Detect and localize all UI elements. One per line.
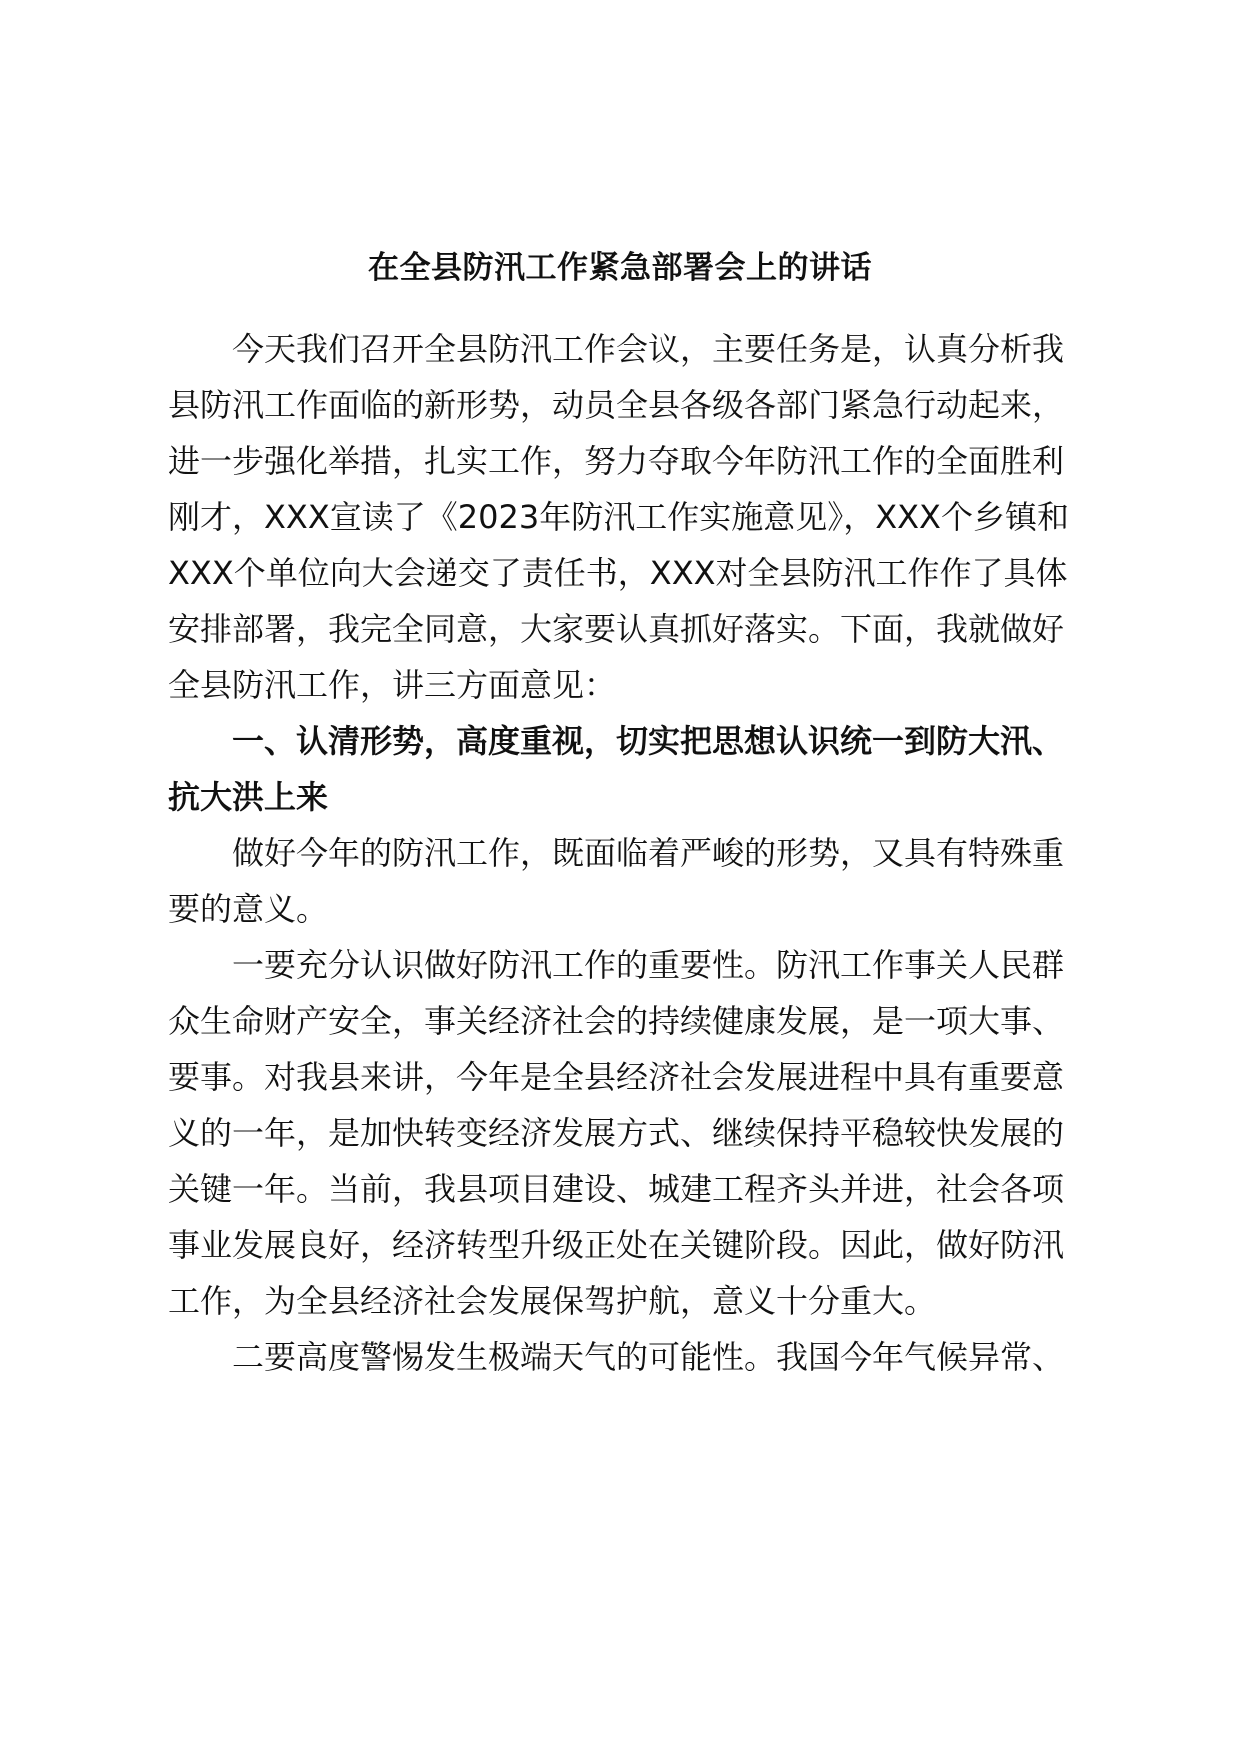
paragraph-line: 一要充分认识做好防汛工作的重要性。防汛工作事关人民群: [232, 946, 1065, 984]
paragraph-line: 进一步强化举措，扎实工作，努力夺取今年防汛工作的全面胜利: [168, 442, 1065, 480]
paragraph-line: 义的一年，是加快转变经济发展方式、继续保持平稳较快发展的: [168, 1114, 1065, 1152]
paragraph-line: 工作，为全县经济社会发展保驾护航，意义十分重大。: [168, 1282, 937, 1320]
section-heading: 一、认清形势，高度重视，切实把思想认识统一到防大汛、: [232, 722, 1065, 760]
paragraph-line: 要事。对我县来讲，今年是全县经济社会发展进程中具有重要意: [168, 1058, 1065, 1096]
section-heading: 抗大洪上来: [168, 778, 329, 816]
paragraph-line: 二要高度警惕发生极端天气的可能性。我国今年气候异常、: [232, 1338, 1065, 1376]
paragraph-line: XXX个单位向大会递交了责任书，XXX对全县防汛工作作了具体: [168, 554, 1068, 592]
paragraph-line: 县防汛工作面临的新形势，动员全县各级各部门紧急行动起来，: [168, 386, 1065, 424]
paragraph-line: 刚才，XXX宣读了《2023年防汛工作实施意见》，XXX个乡镇和: [168, 498, 1069, 536]
paragraph-line: 众生命财产安全，事关经济社会的持续健康发展，是一项大事、: [168, 1002, 1065, 1040]
paragraph-line: 今天我们召开全县防汛工作会议，主要任务是，认真分析我: [232, 330, 1065, 368]
paragraph-line: 事业发展良好，经济转型升级正处在关键阶段。因此，做好防汛: [168, 1226, 1065, 1264]
paragraph-line: 全县防汛工作，讲三方面意见：: [168, 666, 617, 704]
paragraph-line: 要的意义。: [168, 890, 329, 928]
paragraph-line: 安排部署，我完全同意，大家要认真抓好落实。下面，我就做好: [168, 610, 1065, 648]
paragraph-line: 做好今年的防汛工作，既面临着严峻的形势，又具有特殊重: [232, 834, 1065, 872]
document-title: 在全县防汛工作紧急部署会上的讲话: [368, 250, 872, 286]
paragraph-line: 关键一年。当前，我县项目建设、城建工程齐头并进，社会各项: [168, 1170, 1065, 1208]
